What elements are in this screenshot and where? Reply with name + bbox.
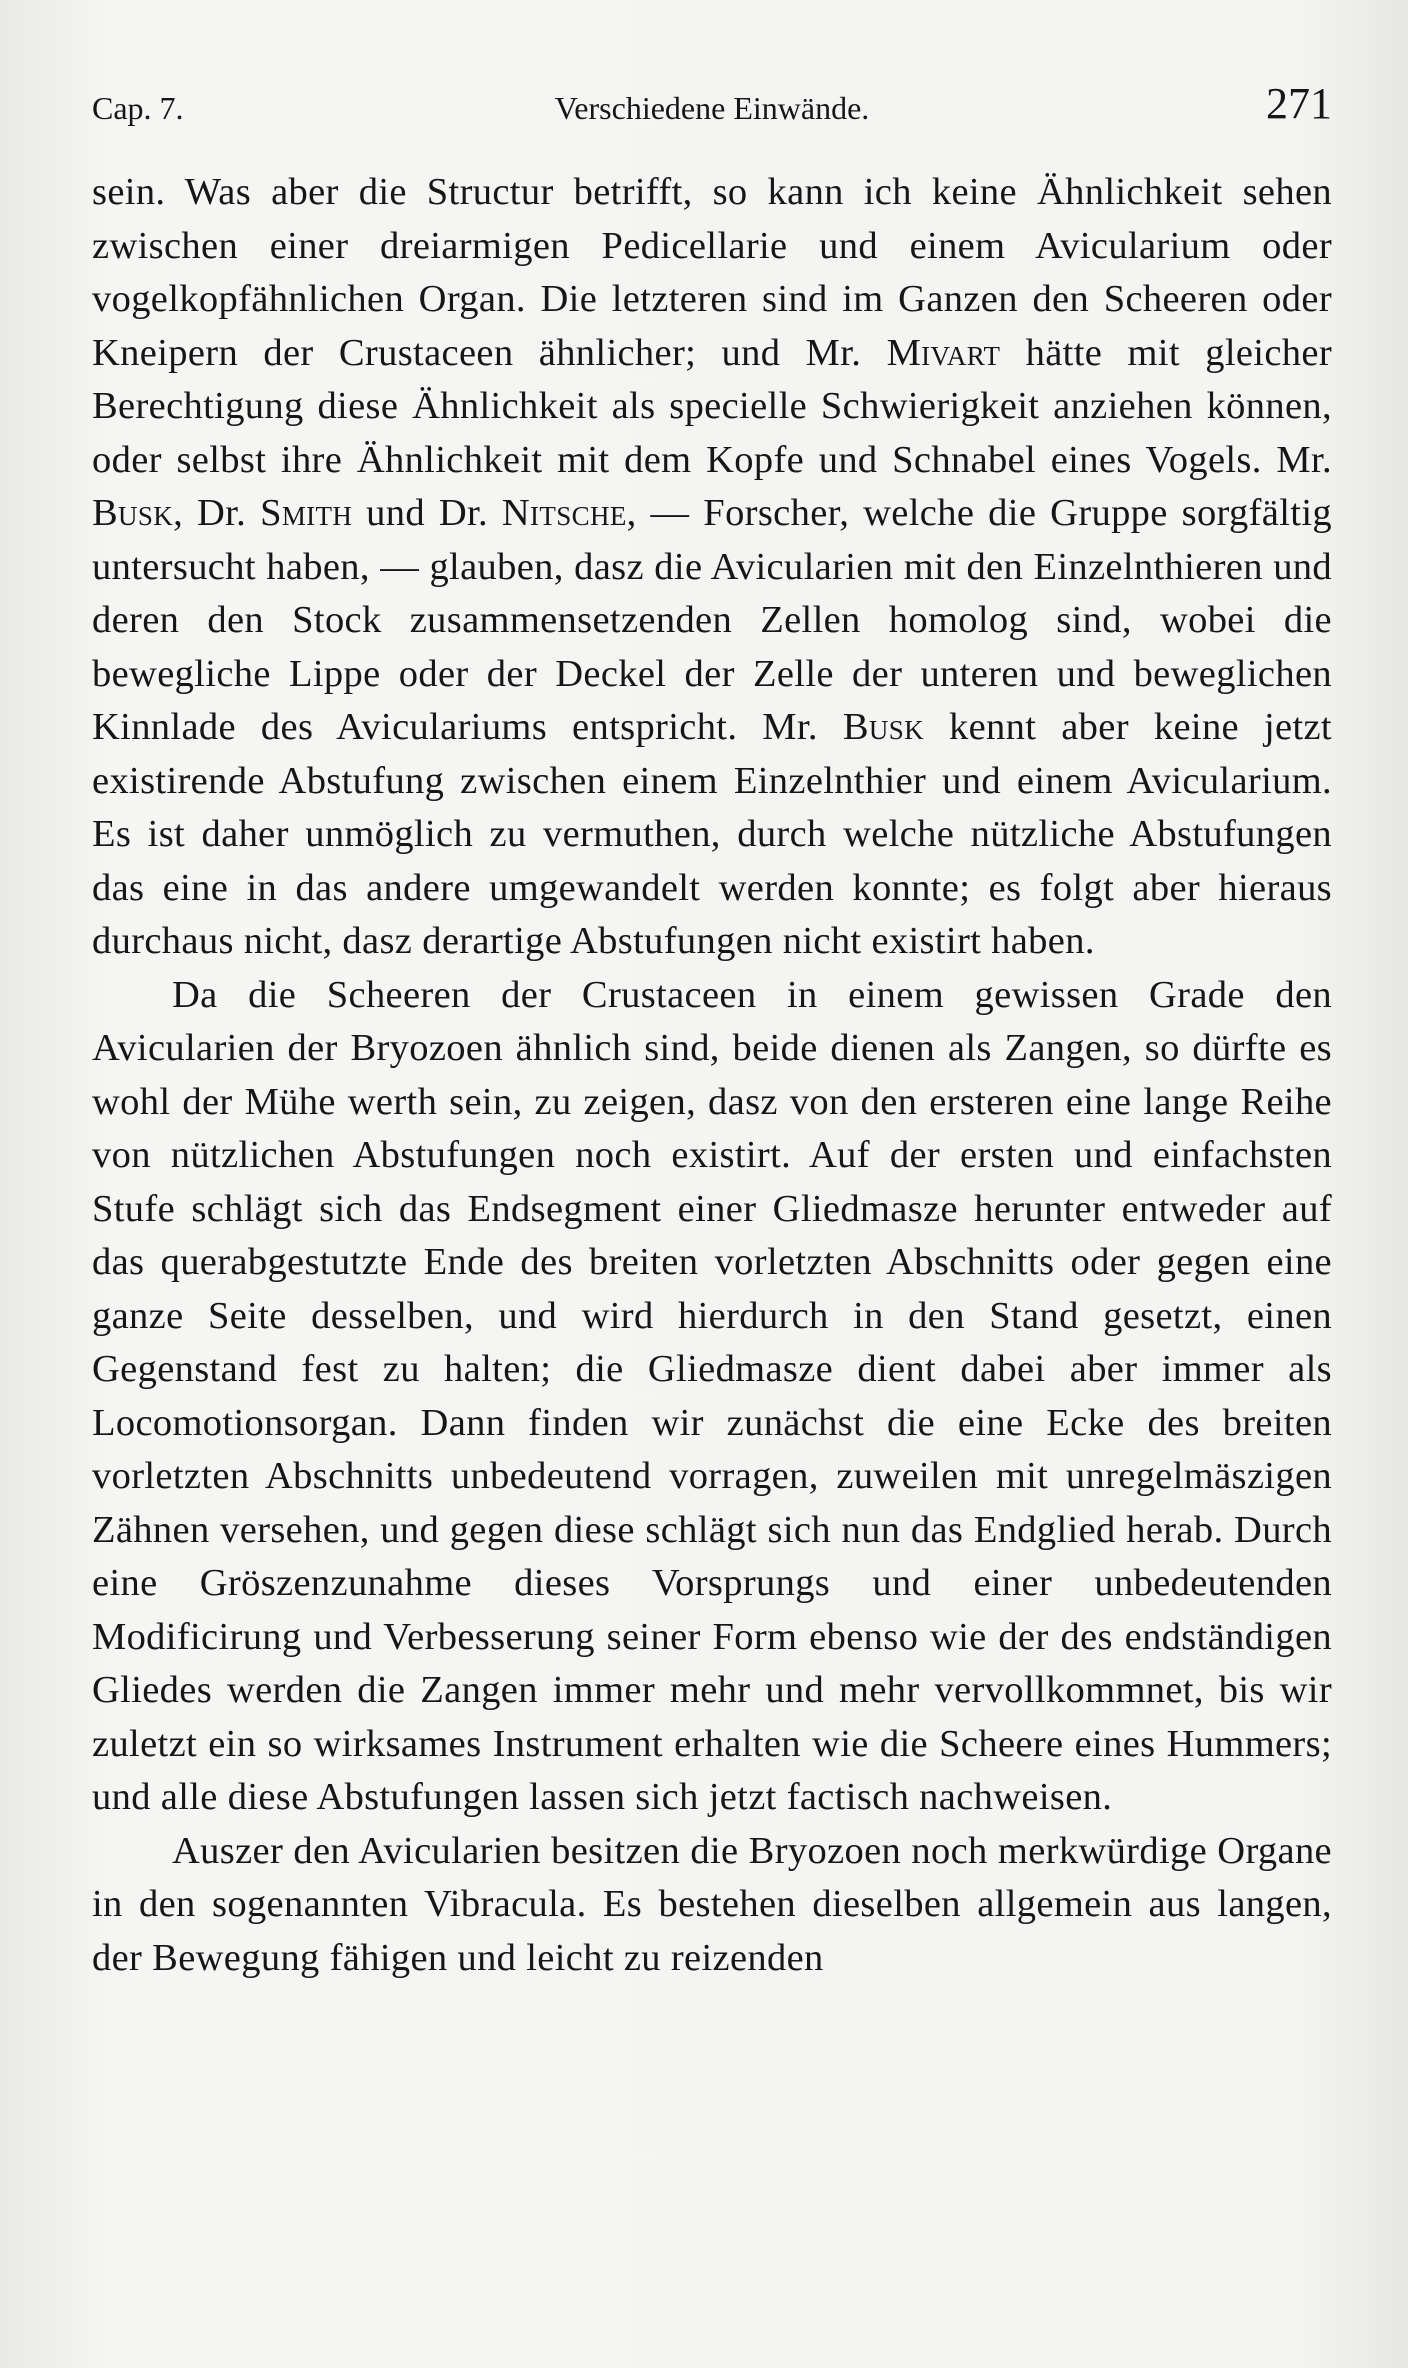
author-name: Busk [92,492,174,534]
paragraph: Auszer den Avicularien besitzen die Bryozoen noch merkwürdige Organe in den sogenannten Vibracula. Es bestehen dieselben allgemein aus langen, der Bewegung fähigen und leicht zu reizenden [92,1829,1332,1979]
author-name: Busk [842,706,924,748]
author-name: Smith [260,492,353,534]
paragraph: Da die Scheeren der Crustaceen in einem gewissen Grade den Avicularien der Bryozoen ähnlich sind, beide dienen als Zangen, so dürfte es wohl der Mühe werth sein, zu zeigen, dasz von den ersteren eine lange Reihe von nützlichen Abstufungen noch existirt. Auf der ersten und einfachsten Stufe schlägt sich das Endsegment einer Gliedmasze herunter entweder auf das querabgestutzte Ende des breiten vorletzten Abschnitts oder gegen eine ganze Seite desselben, und wird hierdurch in den Stand gesetzt, einen Gegenstand fest zu halten; die Gliedmasze dient dabei aber immer als Locomotionsorgan. Dann finden wir zunächst die eine Ecke des breiten vorletzten Abschnitts unbedeutend vorragen, zuweilen mit unregelmäszigen Zähnen versehen, und gegen diese schlägt sich nun das Endglied herab. Durch eine Gröszenzunahme dieses Vorsprungs und einer unbedeutenden Modificirung und Verbesserung seiner Form ebenso wie der des endständigen Gliedes werden die Zangen immer mehr und mehr vervollkommnet, bis wir zuletzt ein so wirksames Instrument erhalten wie die Scheere eines Hummers; und alle diese Abstufungen lassen sich jetzt factisch nachweisen. [92,973,1332,1818]
chapter-label: Cap. 7. [92,90,184,126]
running-header [92,78,1332,138]
running-title: Verschiedene Einwände. [554,90,870,126]
author-name: Nitsche [501,492,627,534]
author-name: Mivart [886,331,1001,374]
body-text [92,166,1332,1985]
paragraph: sein. Was aber die Structur betrifft, so kann ich keine Ähnlichkeit sehen zwischen einer dreiarmigen Pedicellarie und einem Avicularium oder vogelkopfähnlichen Organ. Die letzteren sind im Ganzen den Scheeren oder Kneipern der Crustaceen ähnlicher; und Mr. Mivart hätte mit gleicher Berechtigung diese Ähnlichkeit als specielle Schwierigkeit anziehen können, oder selbst ihre Ähnlichkeit mit dem Kopfe und Schnabel eines Vogels. Mr. Busk, Dr. Smith und Dr. Nitsche, — Forscher, welche die Gruppe sorgfältig untersucht haben, — glauben, dasz die Avicularien mit den Einzelnthieren und deren den Stock zusammensetzenden Zellen homolog sind, wobei die bewegliche Lippe oder der Deckel der Zelle der unteren und beweglichen Kinnlade des Aviculariums entspricht. Mr. Busk kennt aber keine jetzt existirende Abstufung zwischen einem Einzelnthier und einem Avicularium. Es ist daher unmöglich zu vermuthen, durch welche nützliche Abstufungen das eine in das andere umgewandelt werden konnte; es folgt aber hieraus durchaus nicht, dasz derartige Abstufungen nicht existirt haben. [92,171,1333,962]
page-number: 271 [1266,79,1332,128]
